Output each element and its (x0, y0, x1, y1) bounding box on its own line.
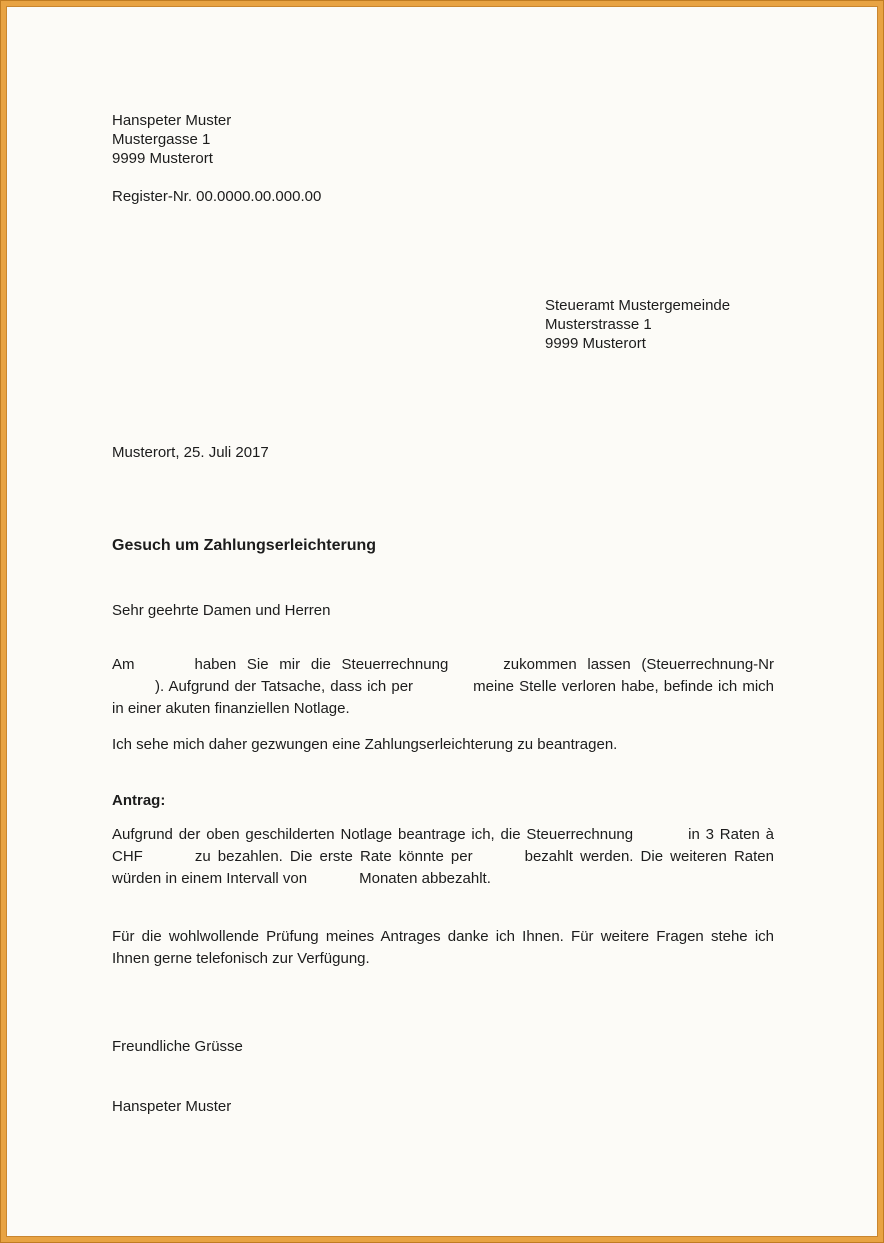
sender-street: Mustergasse 1 (112, 131, 211, 148)
blank-interval-field (307, 882, 359, 883)
blank-date-field (135, 668, 195, 669)
recipient-street: Musterstrasse 1 (545, 316, 652, 333)
p1-segment-5: meine Stelle verloren habe, befinde ich mich in einer akuten finanziellen Notlage. (112, 678, 775, 717)
antrag-heading: Antrag: (112, 792, 166, 809)
paragraph-thanks: Für die wohlwollende Prüfung meines Antrages danke ich Ihnen. Für weitere Fragen stehe ich Ihnen gerne telefonisch zur Verfügung. (112, 928, 774, 967)
recipient-address-block (545, 296, 730, 353)
p1-segment-3: zukommen lassen (Steuerrechnung-Nr (503, 656, 774, 673)
p1-segment-4: ). Aufgrund der Tatsache, dass ich per (155, 678, 414, 695)
p1-segment-2: haben Sie mir die Steuerrechnung (194, 656, 449, 673)
p1-segment-1: Am (112, 656, 135, 673)
recipient-city: 9999 Musterort (545, 335, 646, 352)
paragraph-antrag (112, 824, 774, 890)
date-line: Musterort, 25. Juli 2017 (112, 444, 269, 461)
p3-segment-5: bezahlt werden. Die weiteren Raten (524, 848, 774, 865)
signature-name: Hanspeter Muster (112, 1098, 232, 1115)
blank-invoice-ref-field (633, 838, 688, 839)
sender-register-number: Register-Nr. 00.0000.00.000.00 (112, 188, 322, 205)
blank-invoice-number-field (112, 690, 155, 691)
blank-first-rate-date-field (473, 860, 525, 861)
p3-segment-1: Aufgrund der oben geschilderten Notlage beantrage ich, die Steuerrechnung (112, 826, 634, 843)
sender-name: Hanspeter Muster (112, 112, 232, 129)
subject-line: Gesuch um Zahlungserleichterung (112, 537, 377, 554)
paragraph-intro (112, 654, 774, 720)
p3-segment-6: würden in einem Intervall von (112, 870, 308, 887)
p3-segment-7: Monaten abbezahlt. (359, 870, 491, 887)
sender-city: 9999 Musterort (112, 150, 213, 167)
p3-segment-3: à CHF (112, 826, 774, 865)
recipient-name: Steueramt Mustergemeinde (545, 297, 731, 314)
salutation: Sehr geehrte Damen und Herren (112, 602, 331, 619)
paragraph-conclusion-intro: Ich sehe mich daher gezwungen eine Zahlungserleichterung zu beantragen. (112, 736, 618, 753)
blank-job-loss-date-field (413, 690, 468, 691)
blank-invoice-date-field (448, 668, 503, 669)
closing-line: Freundliche Grüsse (112, 1038, 243, 1055)
blank-amount-field (143, 860, 195, 861)
p3-segment-4: zu bezahlen. Die erste Rate könnte per (194, 848, 473, 865)
p3-segment-2: in 3 Raten (688, 826, 760, 843)
sender-address-block (112, 111, 321, 206)
